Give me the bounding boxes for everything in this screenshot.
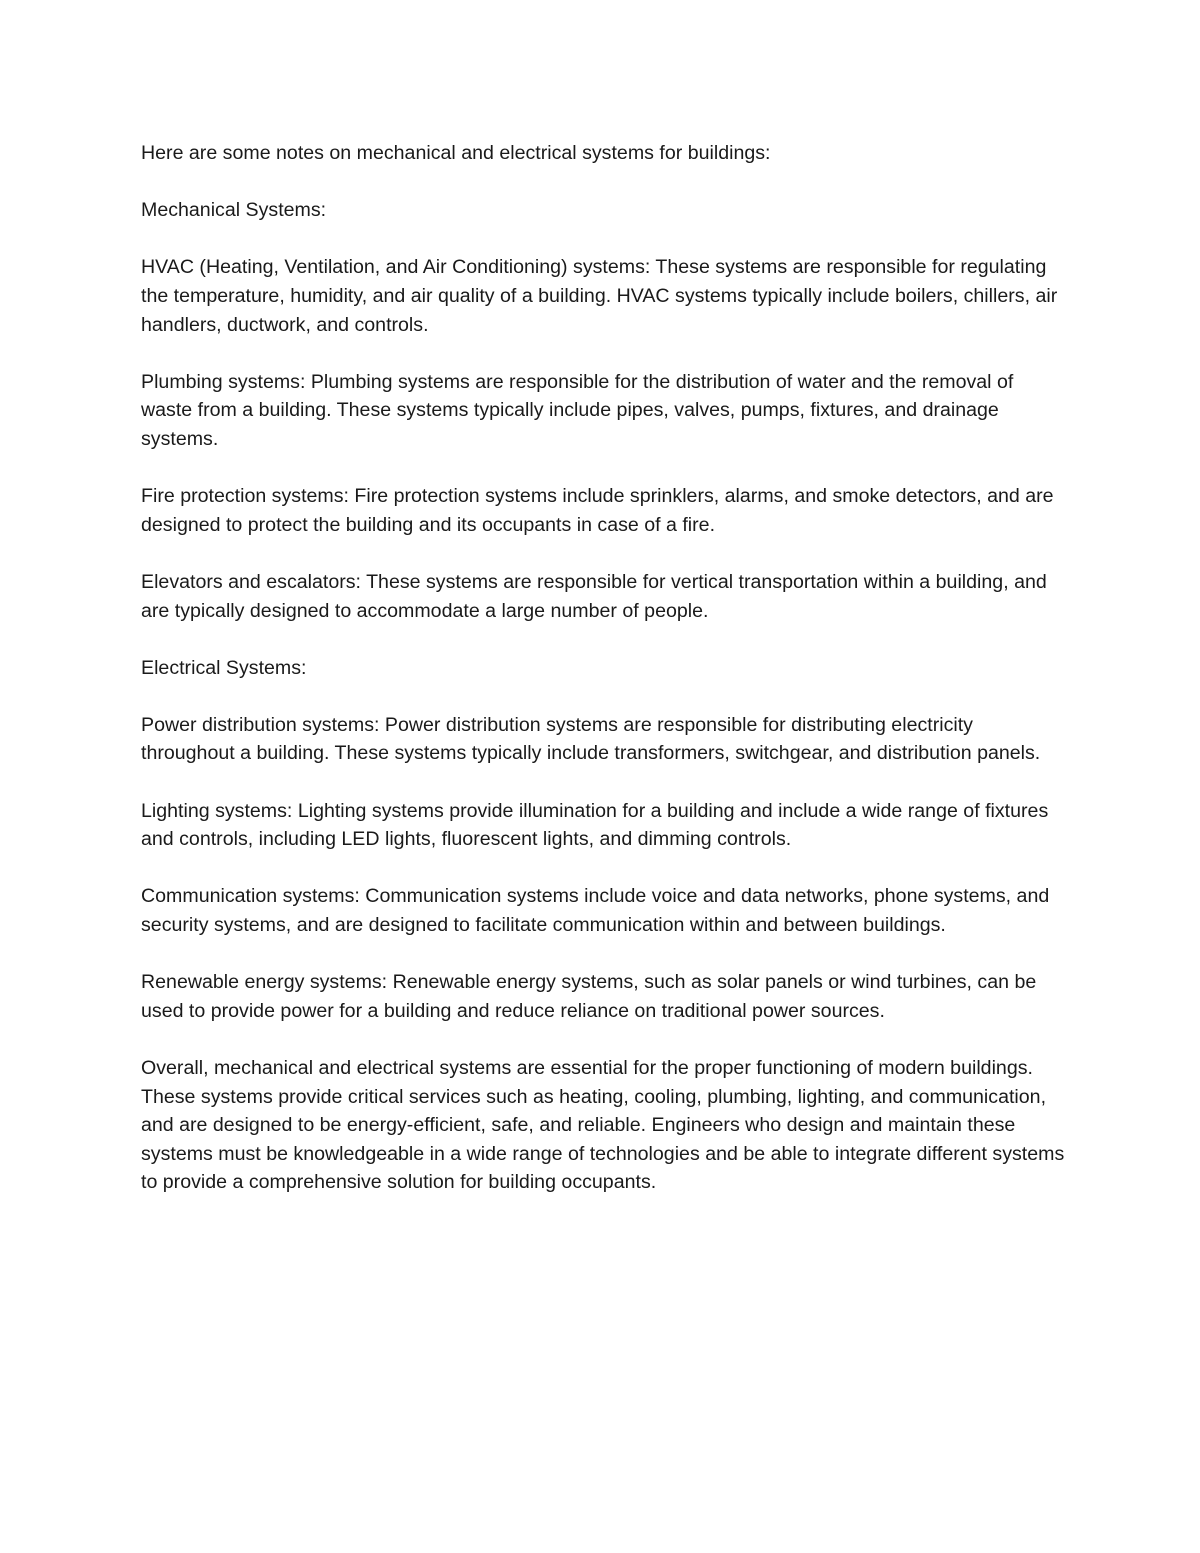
communication-paragraph: Communication systems: Communication systems include voice and data networks, phone systems, and security systems, and are designed to facilitate communication within and between buildings. <box>141 885 1050 937</box>
power-distribution-paragraph: Power distribution systems: Power distribution systems are responsible for distributing electricity throughout a building. These systems typically include transformers, switchgear, and distribution panels. <box>141 713 1041 765</box>
intro-paragraph: Here are some notes on mechanical and electrical systems for buildings: <box>141 142 771 164</box>
mechanical-systems-heading: Mechanical Systems: <box>141 199 327 222</box>
conclusion-paragraph: Overall, mechanical and electrical systems are essential for the proper functioning of modern buildings. These systems provide critical services such as heating, cooling, plumbing, lighting, and communication, and are designed to be energy-efficient, safe, and reliable. Engineers who design and maintain these systems must be knowledgeable in a wide range of technologies and be able to integrate different systems to provide a comprehensive solution for building occupants. <box>141 1057 1065 1194</box>
electrical-systems-heading: Electrical Systems: <box>141 656 307 679</box>
renewable-energy-paragraph: Renewable energy systems: Renewable energy systems, such as solar panels or wind turbines, can be used to provide power for a building and reduce reliance on traditional power sources. <box>141 971 1037 1022</box>
hvac-paragraph: HVAC (Heating, Ventilation, and Air Conditioning) systems: These systems are responsible for regulating the temperature, humidity, and air quality of a building. HVAC systems typically include boilers, chillers, air handlers, ductwork, and controls. <box>141 256 1058 336</box>
elevators-paragraph: Elevators and escalators: These systems are responsible for vertical transportation within a building, and are typically designed to accommodate a large number of people. <box>141 570 1047 622</box>
fire-protection-paragraph: Fire protection systems: Fire protection systems include sprinklers, alarms, and smoke detectors, and are designed to protect the building and its occupants in case of a fire. <box>141 485 1054 536</box>
lighting-paragraph: Lighting systems: Lighting systems provide illumination for a building and include a wide range of fixtures and controls, including LED lights, fluorescent lights, and dimming controls. <box>141 799 1049 851</box>
plumbing-paragraph: Plumbing systems: Plumbing systems are responsible for the distribution of water and the removal of waste from a building. These systems typically include pipes, valves, pumps, fixtures, and drainage systems. <box>141 370 1014 450</box>
document-body <box>141 139 1066 1197</box>
